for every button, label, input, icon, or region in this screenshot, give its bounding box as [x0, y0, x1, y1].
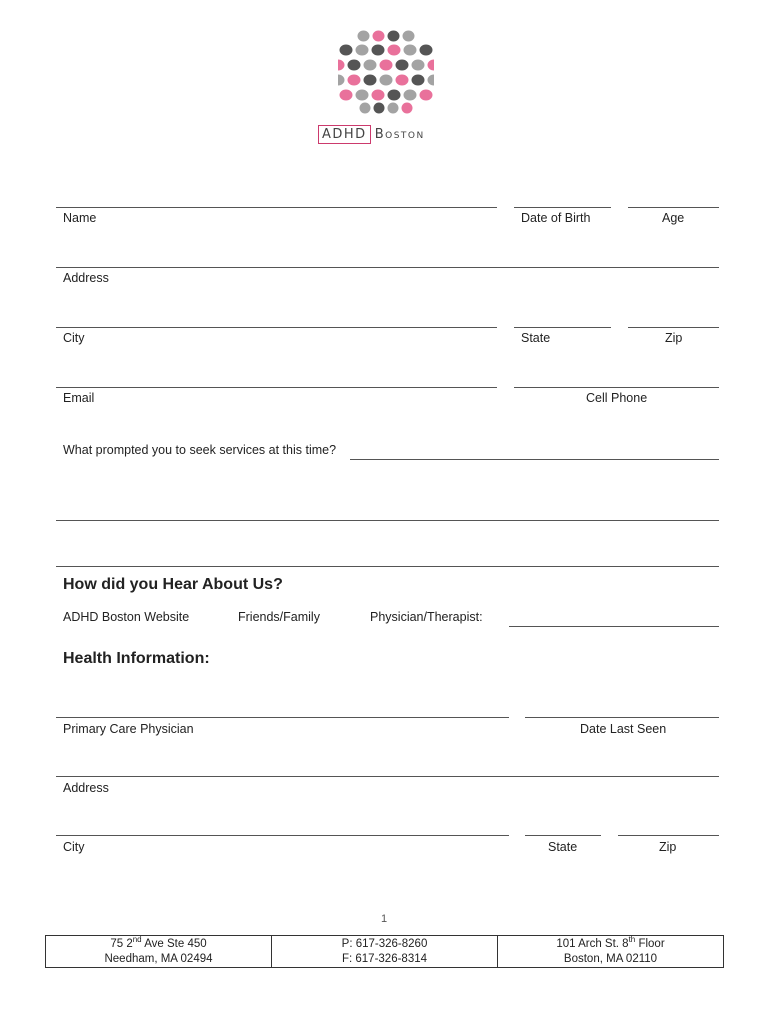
prompt-line-3[interactable]	[56, 566, 719, 567]
physician-referral-line[interactable]	[509, 626, 719, 627]
boston-city: Boston, MA 02110	[563, 953, 658, 965]
option-website: ADHD Boston Website	[63, 610, 190, 624]
logo-bubble	[380, 60, 393, 71]
pcp-state-label: State	[548, 840, 578, 854]
logo-boxed-text: ADHD	[318, 125, 371, 144]
option-friends-family: Friends/Family	[238, 610, 320, 624]
city-label: City	[63, 331, 85, 345]
option-physician-therapist: Physician/Therapist:	[370, 610, 483, 624]
dob-line[interactable]	[514, 207, 611, 208]
logo-bubble	[338, 75, 345, 86]
pcp-zip-label: Zip	[659, 840, 677, 854]
logo-bubble	[420, 90, 433, 101]
footer-needham	[46, 936, 272, 967]
pcp-zip-line[interactable]	[618, 835, 719, 836]
logo-bubble	[364, 75, 377, 86]
logo-bubble	[388, 103, 399, 114]
logo-bubble	[348, 60, 361, 71]
logo-bubble	[348, 75, 361, 86]
logo-bubble	[420, 45, 433, 56]
logo-bubble	[428, 75, 435, 86]
logo-rest-text: Boston	[374, 127, 425, 142]
logo-bubble	[360, 103, 371, 114]
logo-globe	[338, 28, 434, 116]
last-seen-label: Date Last Seen	[580, 722, 667, 736]
cell-phone-label: Cell Phone	[586, 391, 648, 405]
name-line[interactable]	[56, 207, 497, 208]
dob-label: Date of Birth	[521, 211, 591, 225]
boston-street: 101 Arch St. 8th Floor	[556, 935, 665, 950]
name-label: Name	[63, 211, 97, 225]
address-line[interactable]	[56, 267, 719, 268]
logo-bubble	[373, 31, 385, 42]
logo-bubble	[388, 90, 401, 101]
logo-bubble	[402, 103, 413, 114]
logo-bubble	[364, 60, 377, 71]
pcp-address-line[interactable]	[56, 776, 719, 777]
zip-line[interactable]	[628, 327, 719, 328]
phone-number: P: 617-326-8260	[341, 938, 428, 950]
state-line[interactable]	[514, 327, 611, 328]
logo-bubble	[404, 45, 417, 56]
prompt-label: What prompted you to seek services at this time?	[63, 443, 337, 457]
logo-wordmark	[318, 125, 425, 144]
page-number: 1	[381, 913, 388, 925]
pcp-address-label: Address	[63, 781, 109, 795]
state-label: State	[521, 331, 551, 345]
logo-bubble	[412, 75, 425, 86]
pcp-line[interactable]	[56, 717, 509, 718]
age-label: Age	[662, 211, 685, 225]
logo-bubble	[403, 31, 415, 42]
email-line[interactable]	[56, 387, 497, 388]
last-seen-line[interactable]	[525, 717, 719, 718]
logo-bubble	[380, 75, 393, 86]
footer-contact-table	[45, 935, 724, 968]
logo-bubble	[374, 103, 385, 114]
city-line[interactable]	[56, 327, 497, 328]
logo-bubble	[396, 60, 409, 71]
prompt-line-2[interactable]	[56, 520, 719, 521]
hear-heading: How did you Hear About Us?	[63, 576, 283, 593]
fax-number: F: 617-326-8314	[341, 953, 428, 965]
logo-bubble	[340, 90, 353, 101]
cell-line[interactable]	[514, 387, 719, 388]
pcp-label: Primary Care Physician	[63, 722, 194, 736]
logo-bubble	[396, 75, 409, 86]
logo-bubble	[356, 90, 369, 101]
logo-bubble	[388, 45, 401, 56]
logo-bubble	[428, 60, 435, 71]
logo-bubble	[412, 60, 425, 71]
logo-bubble	[358, 31, 370, 42]
logo-bubble	[372, 45, 385, 56]
email-label: Email	[63, 391, 95, 405]
pcp-state-line[interactable]	[525, 835, 601, 836]
logo-bubble	[340, 45, 353, 56]
footer-phones	[272, 936, 498, 967]
needham-city: Needham, MA 02494	[104, 953, 213, 965]
logo-bubble	[356, 45, 369, 56]
pcp-city-line[interactable]	[56, 835, 509, 836]
logo-bubble	[372, 90, 385, 101]
address-label: Address	[63, 271, 109, 285]
zip-label: Zip	[665, 331, 683, 345]
pcp-city-label: City	[63, 840, 85, 854]
logo-bubble	[388, 31, 400, 42]
logo-bubble	[338, 60, 345, 71]
logo-bubble	[404, 90, 417, 101]
needham-street: 75 2nd Ave Ste 450	[110, 935, 207, 950]
health-heading: Health Information:	[63, 650, 210, 667]
age-line[interactable]	[628, 207, 719, 208]
footer-boston	[498, 936, 723, 967]
prompt-line-1[interactable]	[350, 459, 719, 460]
